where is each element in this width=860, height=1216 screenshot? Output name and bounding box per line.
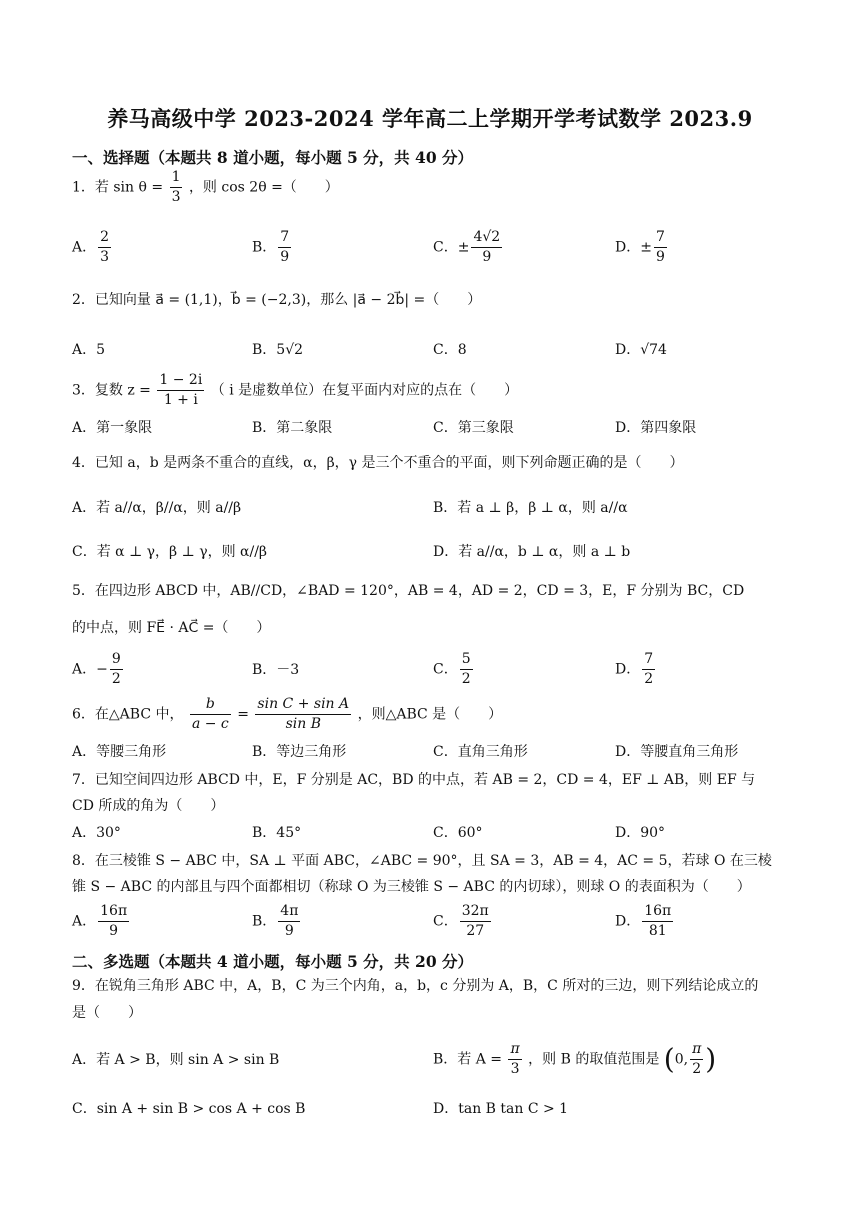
q1-a-num: 2 [98, 228, 111, 248]
q8-b-num: 4π [278, 902, 300, 922]
q1-c-den: 9 [482, 249, 492, 265]
q6-rhs-fraction [255, 695, 351, 734]
q2-option-a: A．5 [72, 342, 106, 358]
q3-prefix: 3．复数 z = [72, 382, 151, 399]
q5-d-den: 2 [644, 671, 654, 687]
q1-d-frac [654, 228, 667, 267]
q8-c-frac [460, 902, 491, 941]
q9-b-range-den: 2 [692, 1061, 702, 1077]
q9-b-mid: ，则 B 的取值范围是 [528, 1051, 660, 1068]
question-8-line-1: 8．在三棱锥 S − ABC 中，SA ⊥ 平面 ABC，∠ABC = 90°，且 SA = 3，AB = 4，AC = 5，若球 O 在三棱 [72, 853, 772, 869]
q1-prefix: 1．若 sin θ = [72, 179, 164, 196]
q8-c-num: 32π [460, 902, 491, 922]
section-heading-single-choice: 一、选择题（本题共 8 道小题，每小题 5 分，共 40 分） [72, 148, 474, 167]
q1-a-den: 3 [100, 249, 110, 265]
q9-option-c: C．sin A + sin B > cos A + cos B [72, 1101, 306, 1117]
q1-b-num: 7 [278, 228, 291, 248]
q2-option-b: B．5√2 [252, 342, 304, 358]
q4-option-b: B．若 a ⊥ β，β ⊥ α，则 a//α [433, 500, 628, 516]
q8-c-den: 27 [466, 923, 485, 939]
q1-c-frac [471, 228, 502, 267]
question-8-line-2: 锥 S − ABC 的内部且与四个面都相切（称球 O 为三棱锥 S − ABC 的内切球），则球 O 的表面积为（ ） [72, 879, 751, 895]
q3-option-a: A．第一象限 [72, 420, 153, 436]
q6-option-c: C．直角三角形 [433, 744, 528, 760]
q1-fraction [170, 168, 183, 207]
q7-option-c: C．60° [433, 825, 483, 841]
q5-b-value: －3 [276, 662, 300, 678]
q8-a-den: 9 [109, 923, 119, 939]
q6-option-a: A．等腰三角形 [72, 744, 167, 760]
q8-d-num: 16π [642, 902, 673, 922]
q6-suffix: ，则△ABC 是（ ） [357, 706, 503, 723]
q6-lhs-num: b [190, 695, 231, 715]
question-9-line-2: 是（ ） [72, 1005, 142, 1021]
q3-option-b: B．第二象限 [252, 420, 333, 436]
q1-b-frac [278, 228, 291, 267]
q6-lhs-fraction [190, 695, 231, 734]
q7-option-a: A．30° [72, 825, 121, 841]
q8-d-den: 81 [648, 923, 667, 939]
question-1-stem [72, 168, 339, 207]
q1-c-num: 4√2 [471, 228, 502, 248]
question-5-line-1: 5．在四边形 ABCD 中，AB//CD，∠BAD = 120°，AB = 4，AD = 2，CD = 3，E，F 分别为 BC，CD [72, 583, 745, 599]
q7-option-d: D．90° [615, 825, 666, 841]
question-5-line-2: 的中点，则 FE⃗ · AC⃗ =（ ） [72, 620, 271, 636]
q5-d-num: 7 [642, 650, 655, 670]
q9-b-range-frac [690, 1040, 703, 1079]
q5-a-num: 9 [110, 650, 123, 670]
q8-option-a: A． $\frac{16\pi}{9}$ [72, 903, 128, 939]
q4-option-a: A．若 a//α，β//α，则 a//β [72, 500, 242, 516]
q5-option-b: B．－3 [252, 662, 300, 678]
q1-a-frac [98, 228, 111, 267]
q5-c-num: 5 [460, 650, 473, 670]
q5-c-frac [460, 650, 473, 689]
q9-b-num: π [508, 1040, 521, 1060]
page-title: 养马高级中学 2023-2024 学年高二上学期开学考试数学 2023.9 [107, 106, 753, 131]
q5-a-den: 2 [111, 671, 121, 687]
q1-d-den: 9 [655, 249, 665, 265]
question-9-line-1: 9．在锐角三角形 ABC 中，A，B，C 为三个内角，a，b，c 分别为 A，B，C 所对的三边，则下列结论成立的 [72, 978, 759, 994]
q3-den: 1 + i [163, 392, 198, 408]
q7-option-b: B．45° [252, 825, 302, 841]
q6-rhs-den: sin B [285, 716, 321, 732]
q2-option-d: D．√74 [615, 342, 667, 358]
q5-d-frac [642, 650, 655, 689]
question-7-line-1: 7．已知空间四边形 ABCD 中，E，F 分别是 AC，BD 的中点，若 AB = 2，CD = 4，EF ⊥ AB，则 EF 与 [72, 772, 756, 788]
q2-option-c: C．8 [433, 342, 467, 358]
q3-fraction [157, 371, 204, 410]
q3-option-c: C．第三象限 [433, 420, 514, 436]
q3-option-d: D．第四象限 [615, 420, 697, 436]
q4-option-c: C．若 α ⊥ γ，β ⊥ γ，则 α//β [72, 544, 268, 560]
question-4-stem: 4．已知 a，b 是两条不重合的直线，α，β，γ 是三个不重合的平面，则下列命题正确的是（ ） [72, 455, 684, 471]
q1-d-num: 7 [654, 228, 667, 248]
q8-a-frac [98, 902, 129, 941]
section-heading-multi-choice: 二、多选题（本题共 4 道小题，每小题 5 分，共 20 分） [72, 952, 474, 971]
q8-b-den: 9 [284, 923, 294, 939]
q5-a-frac [110, 650, 123, 689]
q4-option-d: D．若 a//α，b ⊥ α，则 a ⊥ b [433, 544, 631, 560]
q9-b-prefix: B．若 A = [433, 1051, 503, 1068]
q1-option-c: C．± $\frac{4√2}{9}$ [433, 229, 501, 265]
q6-prefix: 6．在△ABC 中， [72, 706, 184, 723]
q9-option-a: A．若 A > B，则 sin A > sin B [72, 1052, 280, 1068]
q1-den: 3 [171, 189, 181, 205]
q5-option-a: A．− $\frac{9}{2}$ [72, 651, 121, 687]
q9-b-frac [508, 1040, 521, 1079]
q9-b-range-num: π [690, 1040, 703, 1060]
q6-option-d: D．等腰直角三角形 [615, 744, 739, 760]
q5-option-c: C． $\frac{5}{2}$ [433, 651, 471, 687]
q1-num: 1 [170, 168, 183, 188]
q1-b-den: 9 [280, 249, 290, 265]
q6-rhs-num: sin C + sin A [255, 695, 351, 715]
question-2-stem: 2．已知向量 a⃗ = (1,1)，b⃗ = (−2,3)，那么 |a⃗ − 2b⃗| =（ ） [72, 292, 482, 308]
q9-b-range-close: ) [705, 1042, 717, 1076]
q8-option-d: D． $\frac{16\pi}{81}$ [615, 903, 672, 939]
question-6-stem: 6．在△ABC 中， $\frac{b}{a - c}$ = $\frac{\text{sin C + sin A}}{\text{sin B}}$ ，则△ABC 是（ ） [72, 696, 503, 732]
q5-option-d: D． $\frac{7}{2}$ [615, 651, 654, 687]
q1-option-a: A． $\frac{2}{3}$ [72, 229, 110, 265]
q9-option-d: D．tan B tan C > 1 [433, 1101, 569, 1117]
q3-num: 1 − 2i [157, 371, 204, 391]
q8-option-c: C． $\frac{32\pi}{27}$ [433, 903, 489, 939]
q1-suffix: ，则 cos 2θ =（ ） [188, 179, 339, 196]
q8-a-num: 16π [98, 902, 129, 922]
q9-option-b: B．若 A = $\frac{\pi}{3}$ ，则 B 的取值范围是 (0, $\frac{\pi}{2}$ ) [433, 1041, 717, 1077]
q9-b-den: 3 [510, 1061, 520, 1077]
q6-option-b: B．等边三角形 [252, 744, 347, 760]
q1-option-b: B． $\frac{7}{9}$ [252, 229, 290, 265]
question-7-line-2: CD 所成的角为（ ） [72, 798, 225, 814]
q8-d-frac [642, 902, 673, 941]
q6-lhs-den: a − c [191, 716, 229, 732]
question-3-stem [72, 371, 518, 410]
q3-suffix: （ i 是虚数单位）在复平面内对应的点在（ ） [210, 382, 519, 399]
q8-option-b: B． $\frac{4\pi}{9}$ [252, 903, 299, 939]
q1-option-d: D．± $\frac{7}{9}$ [615, 229, 665, 265]
q8-b-frac [278, 902, 300, 941]
q5-c-den: 2 [461, 671, 471, 687]
q9-b-range-open: ( [663, 1042, 675, 1076]
